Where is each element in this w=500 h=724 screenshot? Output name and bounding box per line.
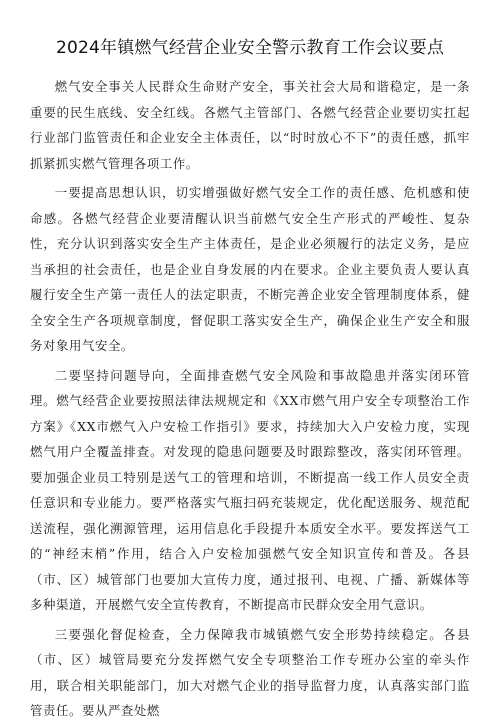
intro-paragraph: 燃气安全事关人民群众生命财产安全，事关社会大局和谐稳定，是一条重要的民生底线、安全红线。各燃气主管部门、各燃气经营企业要切实扛起行业部门监管责任和企业安全主体责任，以“时时放心不下”的责任感，抓牢抓紧抓实燃气管理各项工作。 bbox=[30, 79, 470, 171]
point-three-paragraph: 三要强化督促检查，全力保障我市城镇燃气安全形势持续稳定。各县（市、区）城管局要充分发挥燃气安全专项整治工作专班办公室的牵头作用，联合相关职能部门，加大对燃气企业的指导监督力度，认真落实部门监管责任。要从严查处燃 bbox=[30, 626, 470, 718]
point-one-paragraph: 一要提高思想认识，切实增强做好燃气安全工作的责任感、危机感和使命感。各燃气经营企业要清醒认识当前燃气安全生产形式的严峻性、复杂性，充分认识到落实安全生产主体责任，是企业必须履行的法定义务，是应当承担的社会责任，也是企业自身发展的内在要求。企业主要负责人要认真履行安全生产第一责任人的法定职责，不断完善企业安全管理制度体系，健全安全生产各项规章制度，督促职工落实安全生产，确保企业生产安全和服务对象用气安全。 bbox=[30, 185, 470, 353]
point-two-paragraph: 二要坚持问题导向，全面排查燃气安全风险和事故隐患并落实闭环管理。燃气经营企业要按照法律法规规定和《XX市燃气用户安全专项整治工作方案》《XX市燃气入户安检工作指引》要求，持续加大入户安检力度，实现燃气用户全覆盖排查。对发现的隐患问题要及时跟踪整改，落实闭环管理。要加强企业员工特别是送气工的管理和培训，不断提高一线工作人员安全责任意识和专业能力。要严格落实气瓶扫码充装规定，优化配送服务、规范配送流程，强化溯源管理，运用信息化手段提升本质安全水平。要发挥送气工的“神经末梢”作用，结合入户安检加强燃气安全知识宣传和普及。各县（市、区）城管部门也要加大宣传力度，通过报刊、电视、广播、新媒体等多种渠道，开展燃气安全宣传教育，不断提高市民群众安全用气意识。 bbox=[30, 367, 470, 612]
document-title: 2024年镇燃气经营企业安全警示教育工作会议要点 bbox=[55, 38, 445, 58]
